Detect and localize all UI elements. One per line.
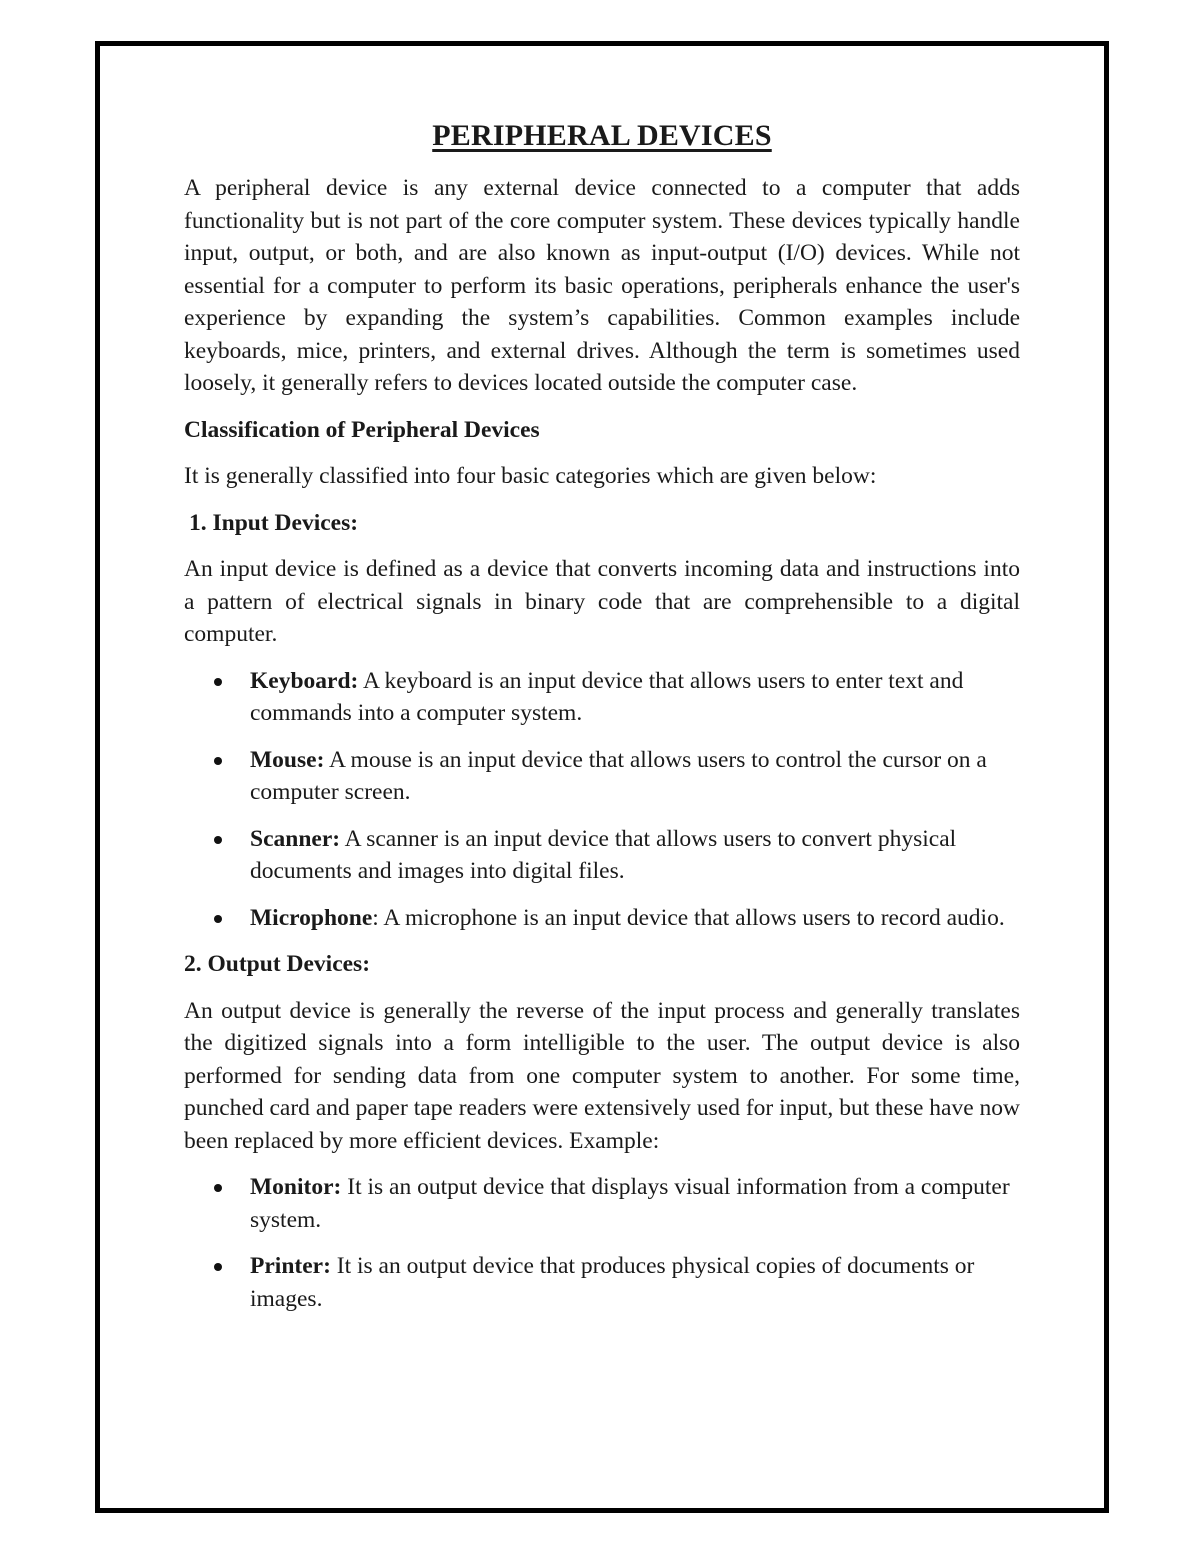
output-devices-description: An output device is generally the reverse of the input process and generally translates the digitized signals into a form intelligible to the user. The output device is also performed for sending data from one computer system to another. For some time, punched card and paper tape readers were extensively used for input, but these have now been replaced by more efficient devices. Example:	[184, 997, 1020, 1154]
bullet-icon	[214, 1263, 222, 1271]
classification-lead: It is generally classified into four basic categories which are given below:	[184, 463, 877, 489]
bullet-icon	[214, 678, 222, 686]
list-item-monitor	[250, 1171, 1020, 1236]
intro-paragraph: A peripheral device is any external device connected to a computer that adds functionality but is not part of the core computer system. These devices typically handle input, output, or both, and are also known as input-output (I/O) devices. While not essential for a computer to perform its basic operations, peripherals enhance the user's experience by expanding the system’s capabilities. Common examples include keyboards, mice, printers, and external drives. Although the term is sometimes used loosely, it generally refers to devices located outside the computer case.	[184, 175, 1020, 396]
document-body	[184, 116, 1020, 1329]
page-title: PERIPHERAL DEVICES	[432, 119, 772, 152]
item-text: A mouse is an input device that allows users to control the cursor on a computer screen.	[250, 746, 987, 805]
item-term: Keyboard:	[250, 667, 359, 694]
item-term: Scanner:	[250, 825, 341, 852]
bullet-icon	[214, 836, 222, 844]
bullet-icon	[214, 1184, 222, 1192]
list-item-mouse	[250, 744, 1020, 809]
input-devices-list	[184, 665, 1020, 935]
list-item-scanner	[250, 823, 1020, 888]
input-devices-heading: 1. Input Devices:	[189, 509, 359, 536]
item-text: A scanner is an input device that allows users to convert physical documents and images into digital files.	[250, 825, 957, 884]
item-text: : A microphone is an input device that allows users to record audio.	[372, 904, 1005, 931]
item-text: A keyboard is an input device that allows users to enter text and commands into a computer system.	[250, 667, 964, 726]
output-devices-heading: 2. Output Devices:	[184, 951, 371, 977]
list-item-keyboard	[250, 665, 1020, 730]
bullet-icon	[214, 915, 222, 923]
list-item-printer	[250, 1250, 1020, 1315]
item-term: Mouse:	[250, 746, 325, 773]
item-term: Microphone	[250, 904, 373, 931]
classification-heading: Classification of Peripheral Devices	[184, 416, 540, 443]
item-text: It is an output device that displays visual information from a computer system.	[250, 1174, 1010, 1233]
bullet-icon	[214, 757, 222, 765]
input-devices-description: An input device is defined as a device that converts incoming data and instructions into a pattern of electrical signals in binary code that are comprehensible to a digital computer.	[184, 556, 1020, 647]
list-item-microphone	[250, 902, 1020, 935]
item-text: It is an output device that produces physical copies of documents or images.	[250, 1253, 975, 1312]
output-devices-list	[184, 1171, 1020, 1315]
item-term: Printer:	[250, 1253, 331, 1279]
item-term: Monitor:	[250, 1174, 342, 1200]
